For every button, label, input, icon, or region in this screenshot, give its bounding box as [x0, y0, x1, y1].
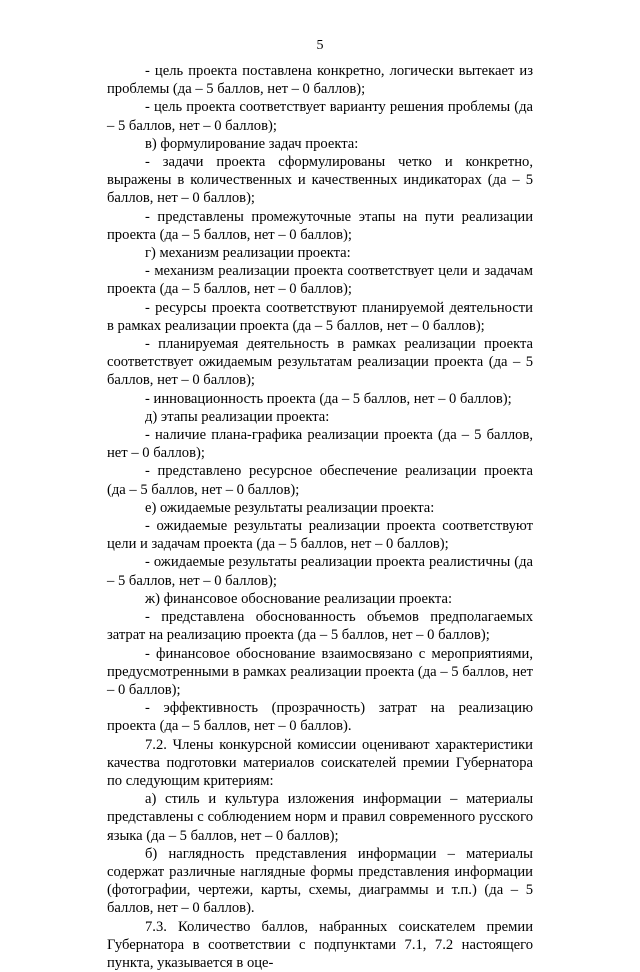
- paragraph: - ожидаемые результаты реализации проекта соответствуют цели и задачам проекта (да – 5 баллов, нет – 0 баллов);: [107, 518, 533, 553]
- paragraph: - цель проекта соответствует варианту решения проблемы (да – 5 баллов, нет – 0 баллов);: [107, 99, 533, 134]
- paragraph: - инновационность проекта (да – 5 баллов, нет – 0 баллов);: [145, 390, 512, 407]
- paragraph: - представлено ресурсное обеспечение реализации проекта (да – 5 баллов, нет – 0 баллов);: [107, 463, 533, 498]
- paragraph: - финансовое обоснование взаимосвязано с мероприятиями, предусмотренными в рамках реализации проекта (да – 5 баллов, нет – 0 баллов);: [107, 645, 533, 698]
- paragraph: ж) финансовое обоснование реализации проекта:: [145, 590, 453, 607]
- paragraph: - ресурсы проекта соответствуют планируемой деятельности в рамках реализации проекта (да – 5 баллов, нет – 0 баллов);: [107, 299, 533, 334]
- paragraph: е) ожидаемые результаты реализации проекта:: [145, 499, 435, 516]
- paragraph: - планируемая деятельность в рамках реализации проекта соответствует ожидаемым результатам реализации проекта (да – 5 баллов, нет – 0 баллов);: [107, 336, 533, 389]
- paragraph: - наличие плана-графика реализации проекта (да – 5 баллов, нет – 0 баллов);: [107, 427, 533, 462]
- paragraph: - механизм реализации проекта соответствует цели и задачам проекта (да – 5 баллов, нет – 0 баллов);: [107, 263, 533, 298]
- page-number: 5: [316, 38, 324, 53]
- paragraph: а) стиль и культура изложения информации – материалы представлены с соблюдением норм и правил современного русского языка (да – 5 баллов, нет – 0 баллов);: [107, 791, 533, 844]
- paragraph: - эффективность (прозрачность) затрат на реализацию проекта (да – 5 баллов, нет – 0 баллов).: [107, 700, 533, 735]
- paragraph: 7.2. Члены конкурсной комиссии оценивают характеристики качества подготовки материалов соискателей премии Губернатора по следующим критериям:: [107, 736, 533, 789]
- paragraph: - задачи проекта сформулированы четко и конкретно, выражены в количественных и качественных индикаторах (да – 5 баллов, нет – 0 баллов);: [107, 154, 533, 207]
- paragraph: - представлена обоснованность объемов предполагаемых затрат на реализацию проекта (да – 5 баллов, нет – 0 баллов);: [107, 609, 533, 644]
- paragraph: д) этапы реализации проекта:: [145, 408, 330, 425]
- paragraph: б) наглядность представления информации – материалы содержат различные наглядные формы представления информации (фотографии, чертежи, карты, схемы, диаграммы и т.п.) (да – 5 баллов, нет – 0 баллов).: [107, 845, 533, 917]
- paragraph: - представлены промежуточные этапы на пути реализации проекта (да – 5 баллов, нет – 0 баллов);: [107, 208, 533, 243]
- document-body: [107, 62, 533, 972]
- paragraph: г) механизм реализации проекта:: [145, 245, 351, 262]
- paragraph: - ожидаемые результаты реализации проекта реалистичны (да – 5 баллов, нет – 0 баллов);: [107, 554, 533, 589]
- paragraph: - цель проекта поставлена конкретно, логически вытекает из проблемы (да – 5 баллов, нет – 0 баллов);: [107, 63, 533, 98]
- paragraph: 7.3. Количество баллов, набранных соискателем премии Губернатора в соответствии с подпунктами 7.1, 7.2 настоящего пункта, указывается в оце-: [107, 918, 533, 971]
- paragraph: в) формулирование задач проекта:: [145, 135, 359, 152]
